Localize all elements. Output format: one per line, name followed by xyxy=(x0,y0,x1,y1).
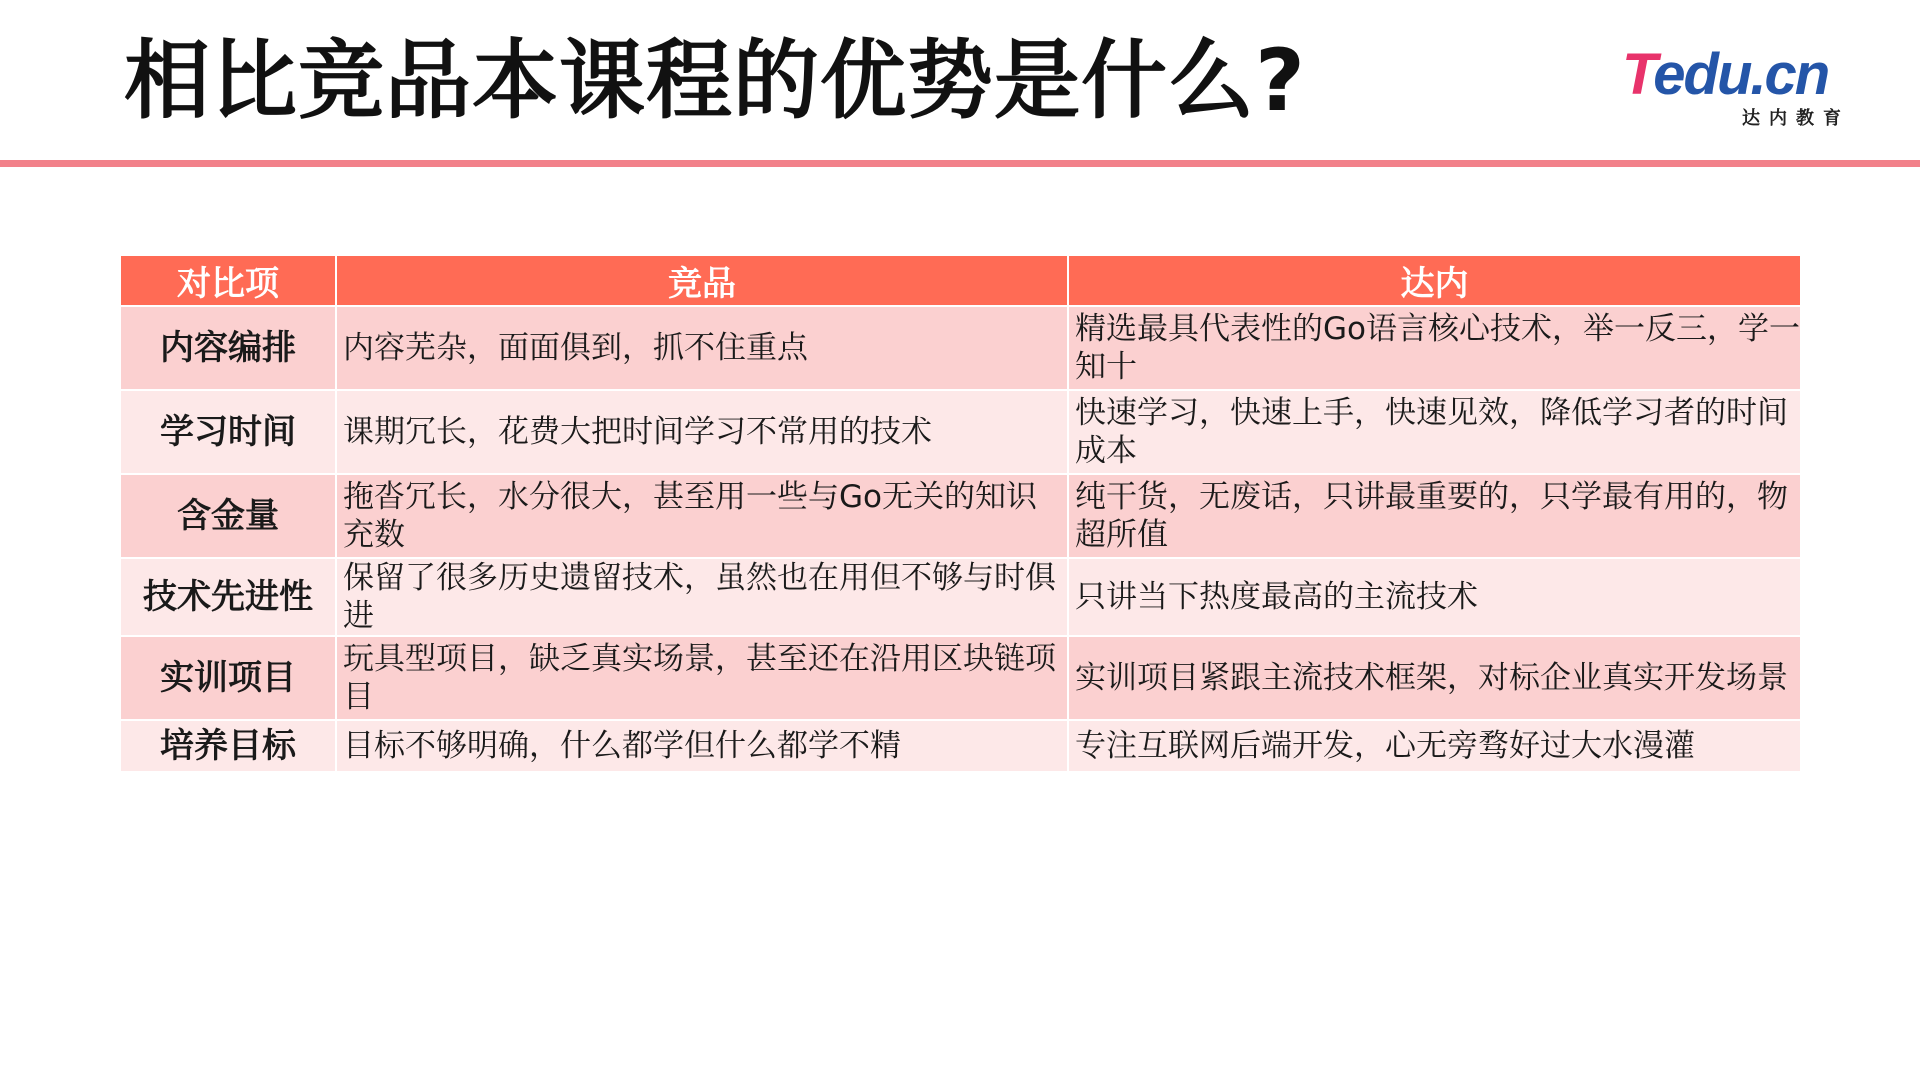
competitor-cell: 拖沓冗长，水分很大，甚至用一些与Go无关的知识充数 xyxy=(336,474,1068,558)
table-row xyxy=(121,636,1800,720)
header-item: 对比项 xyxy=(121,256,336,306)
logo-wordmark xyxy=(1622,42,1858,107)
competitor-cell: 玩具型项目，缺乏真实场景，甚至还在沿用区块链项目 xyxy=(336,636,1068,720)
tedu-cell: 精选最具代表性的Go语言核心技术，举一反三，学一知十 xyxy=(1068,306,1800,390)
title-divider xyxy=(0,160,1920,167)
tedu-cell: 专注互联网后端开发，心无旁骛好过大水漫灌 xyxy=(1068,720,1800,772)
table-row xyxy=(121,390,1800,474)
row-label: 培养目标 xyxy=(121,720,336,772)
row-label: 内容编排 xyxy=(121,306,336,390)
tedu-cell: 纯干货，无废话，只讲最重要的，只学最有用的，物超所值 xyxy=(1068,474,1800,558)
table-row xyxy=(121,558,1800,636)
row-label: 含金量 xyxy=(121,474,336,558)
table-row xyxy=(121,474,1800,558)
row-label: 技术先进性 xyxy=(121,558,336,636)
logo-mark-rest: edu.cn xyxy=(1653,42,1829,107)
competitor-cell: 保留了很多历史遗留技术，虽然也在用但不够与时俱进 xyxy=(336,558,1068,636)
competitor-cell: 内容芜杂，面面俱到，抓不住重点 xyxy=(336,306,1068,390)
tedu-cell: 只讲当下热度最高的主流技术 xyxy=(1068,558,1800,636)
table-row xyxy=(121,720,1800,772)
logo-mark-t: T xyxy=(1622,42,1654,107)
header-competitor: 竞品 xyxy=(336,256,1068,306)
logo-subtitle: 达内教育 xyxy=(1742,108,1850,129)
tedu-cell: 实训项目紧跟主流技术框架，对标企业真实开发场景 xyxy=(1068,636,1800,720)
tedu-logo xyxy=(1622,42,1858,129)
table-row xyxy=(121,306,1800,390)
comparison-table xyxy=(121,256,1800,773)
tedu-cell: 快速学习，快速上手，快速见效，降低学习者的时间成本 xyxy=(1068,390,1800,474)
page-title: 相比竞品本课程的优势是什么? xyxy=(124,31,1306,131)
table-header-row xyxy=(121,256,1800,306)
competitor-cell: 目标不够明确，什么都学但什么都学不精 xyxy=(336,720,1068,772)
header-tedu: 达内 xyxy=(1068,256,1800,306)
row-label: 实训项目 xyxy=(121,636,336,720)
row-label: 学习时间 xyxy=(121,390,336,474)
competitor-cell: 课期冗长，花费大把时间学习不常用的技术 xyxy=(336,390,1068,474)
